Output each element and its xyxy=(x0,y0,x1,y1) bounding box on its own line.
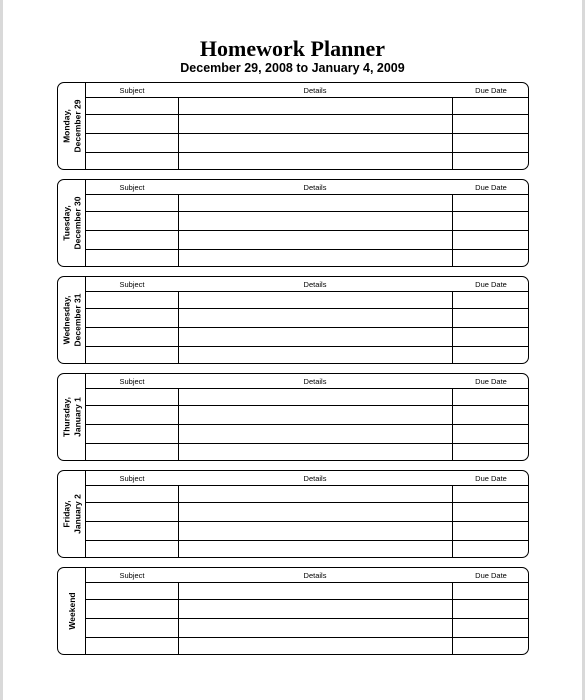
assignment-grid xyxy=(86,471,528,557)
assignment-grid xyxy=(86,374,528,460)
due-date-cell[interactable] xyxy=(452,522,529,540)
due-date-cell[interactable] xyxy=(452,600,529,618)
due-date-cell[interactable] xyxy=(452,115,529,133)
due-date-cell[interactable] xyxy=(452,291,529,308)
day-name: Weekend xyxy=(66,592,77,630)
day-name: Thursday, xyxy=(61,397,71,437)
subject-cell[interactable] xyxy=(86,541,178,558)
day-block xyxy=(57,567,529,655)
assignment-row xyxy=(86,600,528,619)
assignment-row xyxy=(86,291,528,309)
column-header-row xyxy=(86,180,528,195)
details-cell[interactable] xyxy=(178,503,452,521)
column-header-row xyxy=(86,471,528,486)
assignment-row xyxy=(86,212,528,231)
subject-cell[interactable] xyxy=(86,134,178,152)
due-date-cell[interactable] xyxy=(452,388,529,405)
subject-cell[interactable] xyxy=(86,503,178,521)
column-header-details: Details xyxy=(303,183,327,192)
subject-cell[interactable] xyxy=(86,425,178,443)
details-cell[interactable] xyxy=(178,485,452,502)
day-date: December 29 xyxy=(71,99,82,153)
subject-cell[interactable] xyxy=(86,638,178,655)
assignment-row xyxy=(86,638,528,655)
subject-cell[interactable] xyxy=(86,485,178,502)
column-divider xyxy=(178,388,179,460)
details-cell[interactable] xyxy=(178,328,452,346)
assignment-row xyxy=(86,250,528,267)
details-cell[interactable] xyxy=(178,582,452,599)
details-cell[interactable] xyxy=(178,309,452,327)
subject-cell[interactable] xyxy=(86,194,178,211)
due-date-cell[interactable] xyxy=(452,212,529,230)
column-divider xyxy=(452,388,453,460)
assignment-row xyxy=(86,231,528,250)
column-header-details: Details xyxy=(303,571,327,580)
assignment-row xyxy=(86,309,528,328)
day-label-text xyxy=(61,197,82,250)
day-date: December 31 xyxy=(71,293,82,347)
day-label-text xyxy=(61,494,82,534)
due-date-cell[interactable] xyxy=(452,194,529,211)
details-cell[interactable] xyxy=(178,406,452,424)
subject-cell[interactable] xyxy=(86,444,178,461)
subject-cell[interactable] xyxy=(86,582,178,599)
assignment-row xyxy=(86,425,528,444)
due-date-cell[interactable] xyxy=(452,406,529,424)
due-date-cell[interactable] xyxy=(452,485,529,502)
details-cell[interactable] xyxy=(178,347,452,364)
day-date: January 1 xyxy=(71,397,82,437)
column-divider xyxy=(452,97,453,169)
column-divider xyxy=(452,291,453,363)
column-divider xyxy=(452,485,453,557)
assignment-row xyxy=(86,503,528,522)
subject-cell[interactable] xyxy=(86,309,178,327)
subject-cell[interactable] xyxy=(86,212,178,230)
details-cell[interactable] xyxy=(178,134,452,152)
details-cell[interactable] xyxy=(178,541,452,558)
day-name: Friday, xyxy=(61,500,71,528)
due-date-cell[interactable] xyxy=(452,619,529,637)
details-cell[interactable] xyxy=(178,619,452,637)
assignment-row xyxy=(86,347,528,364)
day-date: January 2 xyxy=(71,494,82,534)
details-cell[interactable] xyxy=(178,425,452,443)
column-divider xyxy=(178,291,179,363)
column-header-due-date: Due Date xyxy=(475,183,507,192)
assignment-row xyxy=(86,541,528,558)
due-date-cell[interactable] xyxy=(452,231,529,249)
due-date-cell[interactable] xyxy=(452,328,529,346)
assignment-row xyxy=(86,97,528,115)
day-label xyxy=(58,180,86,266)
subject-cell[interactable] xyxy=(86,250,178,267)
day-block xyxy=(57,373,529,461)
day-label xyxy=(58,374,86,460)
assignment-row xyxy=(86,582,528,600)
details-cell[interactable] xyxy=(178,600,452,618)
due-date-cell[interactable] xyxy=(452,250,529,267)
column-header-details: Details xyxy=(303,377,327,386)
day-name: Monday, xyxy=(61,109,71,143)
column-header-subject: Subject xyxy=(119,571,145,580)
due-date-cell[interactable] xyxy=(452,309,529,327)
details-cell[interactable] xyxy=(178,115,452,133)
page-edge-left xyxy=(0,0,3,700)
column-divider xyxy=(452,194,453,266)
subject-cell[interactable] xyxy=(86,328,178,346)
column-header-subject: Subject xyxy=(119,280,145,289)
column-divider xyxy=(452,582,453,654)
day-block xyxy=(57,276,529,364)
page-title: Homework Planner xyxy=(199,36,386,61)
details-cell[interactable] xyxy=(178,250,452,267)
assignment-grid xyxy=(86,277,528,363)
due-date-cell[interactable] xyxy=(452,638,529,655)
assignment-row xyxy=(86,328,528,347)
details-cell[interactable] xyxy=(178,212,452,230)
details-cell[interactable] xyxy=(178,522,452,540)
column-header-row xyxy=(86,374,528,389)
subject-cell[interactable] xyxy=(86,522,178,540)
details-cell[interactable] xyxy=(178,231,452,249)
day-label xyxy=(58,471,86,557)
assignment-row xyxy=(86,153,528,170)
subject-cell[interactable] xyxy=(86,406,178,424)
subject-cell[interactable] xyxy=(86,97,178,114)
column-header-due-date: Due Date xyxy=(475,474,507,483)
subject-cell[interactable] xyxy=(86,388,178,405)
day-label xyxy=(58,277,86,363)
column-header-subject: Subject xyxy=(119,183,145,192)
column-header-details: Details xyxy=(303,86,327,95)
assignment-row xyxy=(86,485,528,503)
day-label-text xyxy=(61,100,82,153)
column-header-due-date: Due Date xyxy=(475,86,507,95)
column-header-details: Details xyxy=(303,280,327,289)
assignment-row xyxy=(86,194,528,212)
details-cell[interactable] xyxy=(178,153,452,170)
due-date-cell[interactable] xyxy=(452,425,529,443)
column-header-subject: Subject xyxy=(119,86,145,95)
due-date-cell[interactable] xyxy=(452,444,529,461)
assignment-row xyxy=(86,522,528,541)
column-header-row xyxy=(86,568,528,583)
details-cell[interactable] xyxy=(178,444,452,461)
details-cell[interactable] xyxy=(178,638,452,655)
assignment-row xyxy=(86,406,528,425)
assignment-grid xyxy=(86,568,528,654)
subject-cell[interactable] xyxy=(86,153,178,170)
column-divider xyxy=(178,582,179,654)
due-date-cell[interactable] xyxy=(452,503,529,521)
assignment-row xyxy=(86,619,528,638)
due-date-cell[interactable] xyxy=(452,582,529,599)
day-block xyxy=(57,82,529,170)
column-divider xyxy=(178,97,179,169)
subject-cell[interactable] xyxy=(86,600,178,618)
assignment-grid xyxy=(86,83,528,169)
due-date-cell[interactable] xyxy=(452,97,529,114)
day-label-text xyxy=(66,592,77,629)
column-header-due-date: Due Date xyxy=(475,280,507,289)
due-date-cell[interactable] xyxy=(452,541,529,558)
day-label-text xyxy=(61,294,82,347)
subject-cell[interactable] xyxy=(86,619,178,637)
column-divider xyxy=(178,194,179,266)
column-header-row xyxy=(86,83,528,98)
details-cell[interactable] xyxy=(178,388,452,405)
day-label xyxy=(58,568,86,654)
details-cell[interactable] xyxy=(178,194,452,211)
due-date-cell[interactable] xyxy=(452,134,529,152)
column-header-subject: Subject xyxy=(119,474,145,483)
day-name: Wednesday, xyxy=(61,295,71,345)
details-cell[interactable] xyxy=(178,97,452,114)
date-range: December 29, 2008 to January 4, 2009 xyxy=(180,61,405,75)
assignment-grid xyxy=(86,180,528,266)
day-block xyxy=(57,470,529,558)
day-name: Tuesday, xyxy=(61,205,71,241)
day-label-text xyxy=(61,397,82,437)
subject-cell[interactable] xyxy=(86,231,178,249)
column-header-row xyxy=(86,277,528,292)
assignment-row xyxy=(86,388,528,406)
column-header-due-date: Due Date xyxy=(475,571,507,580)
due-date-cell[interactable] xyxy=(452,153,529,170)
subject-cell[interactable] xyxy=(86,115,178,133)
column-header-details: Details xyxy=(303,474,327,483)
due-date-cell[interactable] xyxy=(452,347,529,364)
column-divider xyxy=(178,485,179,557)
subject-cell[interactable] xyxy=(86,347,178,364)
day-block xyxy=(57,179,529,267)
assignment-row xyxy=(86,444,528,461)
day-date: December 30 xyxy=(71,196,82,250)
column-header-subject: Subject xyxy=(119,377,145,386)
assignment-row xyxy=(86,134,528,153)
assignment-row xyxy=(86,115,528,134)
details-cell[interactable] xyxy=(178,291,452,308)
column-header-due-date: Due Date xyxy=(475,377,507,386)
subject-cell[interactable] xyxy=(86,291,178,308)
day-label xyxy=(58,83,86,169)
